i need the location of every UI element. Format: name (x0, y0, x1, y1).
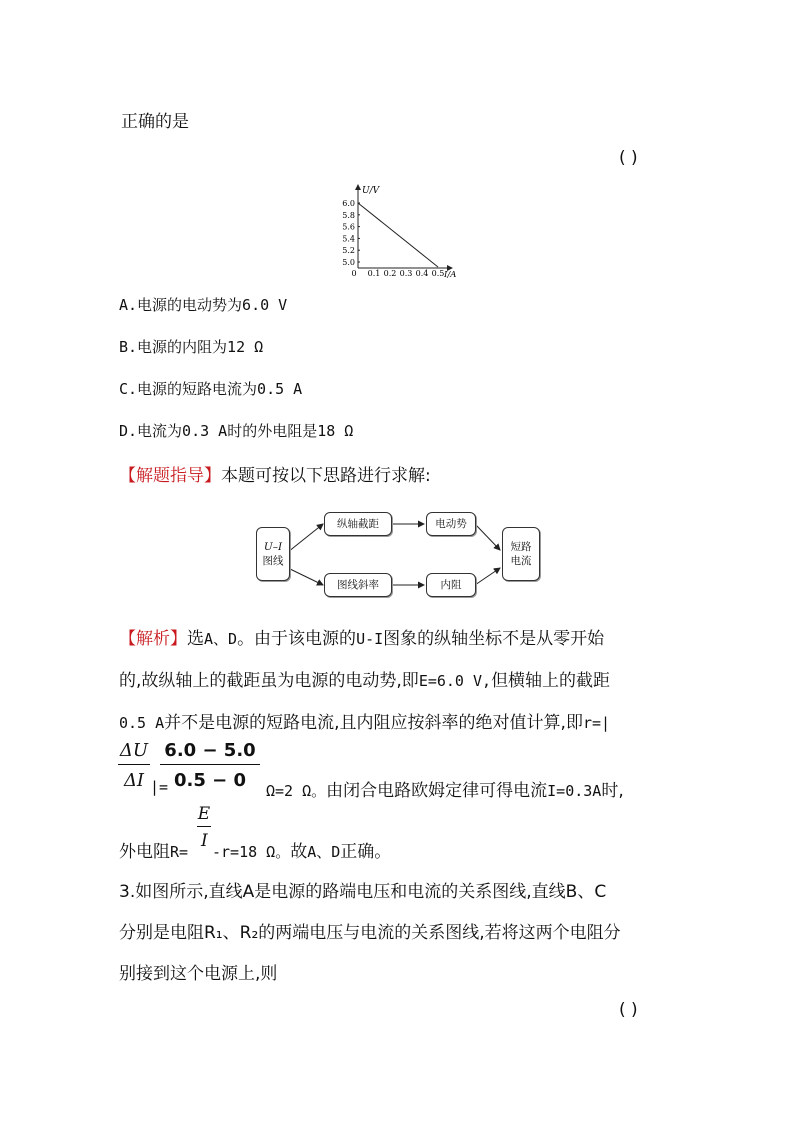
x-tick-label: 0.1 (367, 269, 381, 278)
x-tick-label: 0.5 (431, 269, 445, 278)
analysis-line-1: 【解析】选A、D。由于该电源的U-I图象的纵轴坐标不是从零开始 (119, 629, 605, 649)
y-tick-label: 5.0 (342, 258, 355, 267)
y-tick-label: 5.2 (342, 246, 355, 256)
flow-emf: 电动势 (426, 512, 476, 536)
intro-text: 正确的是 (121, 112, 189, 132)
fraction-value-denominator: 0.5 − 0 (173, 770, 247, 791)
guide-line (119, 461, 431, 486)
x-tick-label: 0.2 (383, 269, 397, 278)
option-d: D.电流为0.3 A时的外电阻是18 Ω (119, 422, 354, 440)
y-tick-label: 5.6 (342, 222, 355, 232)
fraction-i-denominator: I (201, 831, 208, 851)
analysis-line-5b: -r=18 Ω。故A、D正确。 (212, 842, 392, 862)
analysis-tag: 【解析】 (119, 629, 187, 649)
option-c: C.电源的短路电流为0.5 A (119, 380, 303, 398)
ui-chart (326, 181, 466, 281)
q3-line-3: 别接到这个电源上,则 (119, 964, 278, 984)
y-axis-label: U/V (362, 186, 380, 196)
fraction-di-denominator: ΔI (123, 770, 145, 791)
q3-line-2: 分别是电阻R₁、R₂的两端电压与电流的关系图线,若将这两个电阻分 (119, 923, 621, 943)
y-tick-label: 5.4 (342, 234, 355, 244)
fraction-e-numerator: E (197, 802, 211, 827)
x-tick-label: 0.3 (399, 269, 413, 278)
abs-close: |= (150, 778, 169, 796)
flow-ui-graph: U–I 图线 (256, 527, 290, 581)
y-tick-label: 6.0 (342, 199, 355, 208)
analysis-line-2: 的,故纵轴上的截距虽为电源的电动势,即E=6.0 V,但横轴上的截距 (119, 671, 611, 691)
option-a: A.电源的电动势为6.0 V (119, 296, 288, 314)
y-tick-label: 5.8 (342, 210, 355, 220)
analysis-line-5a: 外电阻R= (119, 842, 189, 862)
flow-slope: 图线斜率 (324, 573, 392, 597)
q3-line-1: 3.如图所示,直线A是电源的路端电压和电流的关系图线,直线B、C (119, 882, 607, 902)
x-tick-label: 0 (351, 269, 357, 278)
answer-bracket: ( ) (619, 148, 638, 168)
guide-text: 本题可按以下思路进行求解: (221, 466, 431, 486)
option-b: B.电源的内阻为12 Ω (119, 338, 264, 356)
ui-line (358, 203, 438, 267)
fraction-du-numerator: ΔU (118, 738, 150, 765)
x-axis-label: I/A (444, 270, 457, 280)
fraction-value-numerator: 6.0 − 5.0 (160, 738, 260, 765)
flow-short-circuit-current: 短路 电流 (502, 527, 540, 581)
flow-internal-resistance: 内阻 (426, 573, 476, 597)
guide-tag: 【解题指导】 (119, 466, 221, 486)
flow-y-intercept: 纵轴截距 (324, 512, 392, 536)
answer-bracket-q3: ( ) (619, 1000, 638, 1020)
x-tick-label: 0.4 (415, 269, 429, 278)
analysis-line-4: Ω=2 Ω。由闭合电路欧姆定律可得电流I=0.3A时, (266, 781, 624, 801)
analysis-line-3: 0.5 A并不是电源的短路电流,且内阻应按斜率的绝对值计算,即r=| (119, 713, 611, 733)
